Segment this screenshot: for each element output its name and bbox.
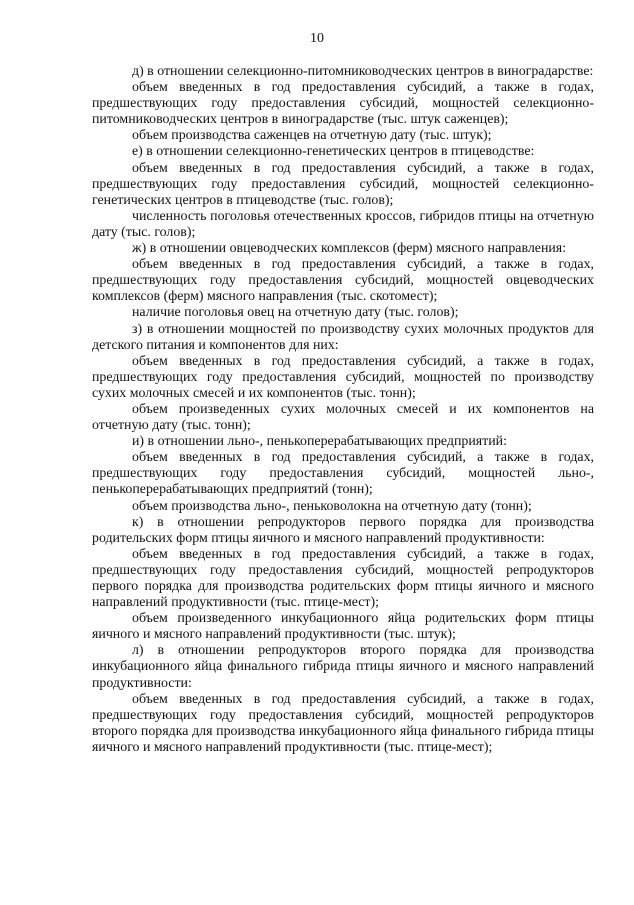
paragraph: объем производства льно-, пеньковолокна на отчетную дату (тонн);: [132, 498, 532, 514]
paragraph-e: е) в отношении селекционно-генетических центров в птицеводстве:: [132, 144, 535, 160]
paragraph: объем произведенного инкубационного яйца родительских форм птицы яичного и мясного направлений продуктивности (тыс. штук);: [92, 611, 594, 643]
paragraph: объем произведенных сухих молочных смесей и их компонентов на отчетную дату (тыс. тонн);: [92, 401, 594, 434]
paragraph-l: л) в отношении репродукторов второго порядка для производства инкубационного яйца финального гибрида птицы яичного и мясного направлений продуктивности:: [92, 643, 594, 691]
paragraph-i: и) в отношении льно-, пенькоперерабатывающих предприятий:: [132, 434, 507, 450]
document-body: [92, 64, 594, 756]
paragraph: наличие поголовья овец на отчетную дату (тыс. голов);: [132, 305, 459, 321]
paragraph: объем производства саженцев на отчетную дату (тыс. штук);: [132, 128, 492, 144]
paragraph: численность поголовья отечественных кроссов, гибридов птицы на отчетную дату (тыс. голов);: [92, 208, 594, 240]
paragraph: объем введенных в год предоставления субсидий, а также в годах, предшествующих году предоставления субсидий, мощностей льно-, пенькоперерабатывающих предприятий (тонн);: [92, 450, 594, 498]
paragraph-d: д) в отношении селекционно-питомниководческих центров в виноградарстве:: [132, 64, 594, 79]
paragraph: объем введенных в год предоставления субсидий, а также в годах, предшествующих году предоставления субсидий, мощностей по производству сухих молочных смесей и их компонентов (тыс. тонн);: [92, 353, 594, 401]
paragraph: объем введенных в год предоставления субсидий, а также в годах, предшествующих году предоставления субсидий, мощностей репродукторов первого порядка для производства родительских форм птицы яичного и мясного направлений продуктивности (тыс. птице-мест);: [92, 546, 594, 611]
paragraph: объем введенных в год предоставления субсидий, а также в годах, предшествующих году предоставления субсидий, мощностей селекционно-питомниководческих центров в виноградарстве (тыс. штук саженцев);: [92, 80, 594, 128]
paragraph-k: к) в отношении репродукторов первого порядка для производства родительских форм птицы яичного и мясного направлений продуктивности:: [92, 514, 594, 546]
paragraph-zh: ж) в отношении овцеводческих комплексов (ферм) мясного направления:: [132, 241, 567, 257]
page-number: 10: [310, 31, 324, 46]
paragraph: объем введенных в год предоставления субсидий, а также в годах, предшествующих году предоставления субсидий, мощностей репродукторов второго порядка для производства инкубационного яйца финального гибрида птицы яичного и мясного направлений продуктивности (тыс. птице-мест);: [92, 691, 594, 755]
paragraph: объем введенных в год предоставления субсидий, а также в годах, предшествующих году предоставления субсидий, мощностей селекционно-генетических центров в птицеводстве (тыс. голов);: [92, 160, 594, 208]
paragraph: объем введенных в год предоставления субсидий, а также в годах, предшествующих году предоставления субсидий, мощностей овцеводческих комплексов (ферм) мясного направления (тыс. скотомест);: [92, 257, 594, 305]
paragraph-z: з) в отношении мощностей по производству сухих молочных продуктов для детского питания и компонентов для них:: [92, 321, 594, 353]
